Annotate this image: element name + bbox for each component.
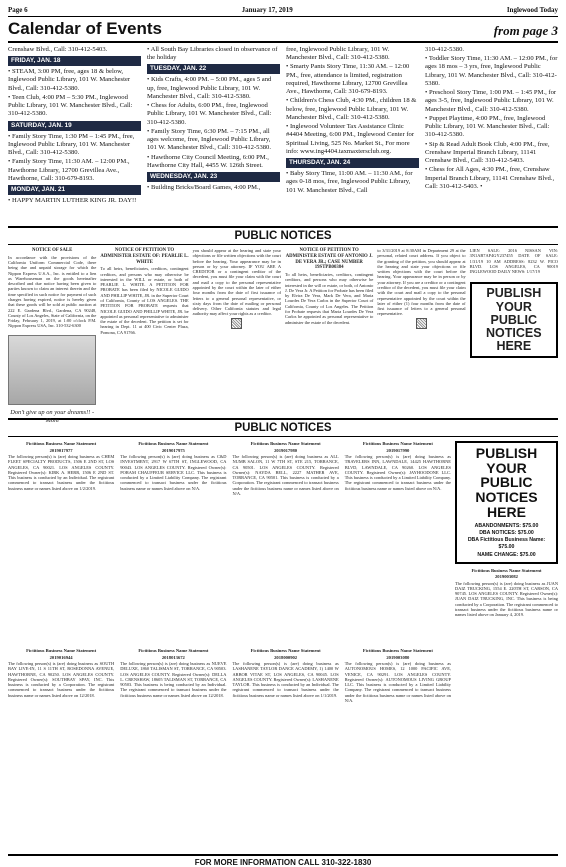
notice-body: The following person(s) is (are) doing business as AUTONOMOUS HOMES, 12 1000 PACIFIC AVE, VENICE, CA 90291. LOS ANGELES COUNTY. Registered Owner(s): AUTONOMOUS LIVING GROUP LLC. This business is conducted by a Limited Liability Company. The registrant commenced to transact business under the fictitious business name or names listed above on N/A. bbox=[344, 661, 451, 703]
event-item: • Chess for Adults, 6:00 PM., free, Inglewood Public Library, 101 W. Manchester Blvd., Call: 310-412-5380. bbox=[147, 102, 272, 126]
page-number: Page 6 bbox=[8, 6, 28, 14]
rates bbox=[460, 523, 553, 558]
event-item: • Teen Club, 4:00 PM – 5:30 PM., Inglewood Public Library, 101 W. Manchester Blvd., Call: 310-412-5380. bbox=[8, 93, 133, 118]
events-section bbox=[8, 46, 558, 224]
fbn-notice bbox=[8, 441, 114, 644]
event-item: • Baby Story Time, 11:00 AM. – 11:30 AM., for ages 0-18 mos, free, Inglewood Public Library, 101 W. Manchester Blvd., Call bbox=[286, 170, 413, 194]
fbn-notice bbox=[120, 648, 226, 851]
notice-sale bbox=[8, 248, 97, 425]
notice-body: The following person(s) is (are) doing business as ALL NUMB SALON, 11 W 7TH ST, STE 215, TORRANCE, CA 90501. LOS ANGELES COUNTY. Registered Owner(s): NAYDA BELL, 2227 MATHER AVE, TORRANCE, CA 90501. This business is conducted by a Corporation. The registrant commenced to transact business under the fictitious business name or names listed above on N/A. bbox=[232, 454, 339, 496]
event-item: • Kids Crafts, 4:00 PM. – 5:00 PM., ages 5 and up, free, Inglewood Public Library, 101 W. Manchester Blvd., Call: 310-412-5380. bbox=[147, 76, 272, 100]
notice-body: The following person(s) is (are) doing business as NUEVE DELUXE, 1860 TALISMAN ST, TORRANCE, CA 90503. LOS ANGELES COUNTY. Registered Owner(s): DELLA L. CRENSHAW, 18605 TALISMAN ST, TORRANCE, CA 90503. This business is being conducted by an Individual. The registrant commenced to transact business under the fictitious business name or names listed above on 12/2018. bbox=[120, 661, 227, 698]
ad-line: YOUR bbox=[495, 299, 532, 314]
fbn-notice bbox=[345, 441, 451, 644]
notice-title: Fictitious Business Name Statement bbox=[138, 441, 209, 446]
notice-title: Fictitious Business Name Statement bbox=[250, 648, 321, 653]
fbn-notice bbox=[232, 648, 338, 851]
section-title: Calendar of Events bbox=[8, 19, 162, 38]
event-item: • Family Story Time, 6:30 PM. – 7:15 PM., all ages welcome, free, Inglewood Public Library, 101 W. Manchester Blvd., Call: 310-412-5380. bbox=[147, 127, 271, 152]
ad-line: PUBLIC bbox=[480, 474, 533, 491]
event-item: • Preschool Story Time, 1:00 PM. – 1:45 PM., for ages 3-5, free, Inglewood Public Library, 101 W. Manchester Blvd., Call: 310-412-5380. bbox=[425, 89, 557, 113]
notice-body: The following person(s) is (are) doing business as TRAVELERS INN, LAWNDALE, 14425 HAWTHORNE BLVD, LAWNDALE, CA 90260. LOS ANGELES COUNTY. Registered Owner(s): JAYHOODONE LLC. This business is conducted by a Limited Liability Company. The registrant commenced to transact business under the fictitious business name or names listed above on N/A. bbox=[344, 454, 451, 491]
notice-body: LIEN SALE: 2016 NISSAN VIN: 3N1AB7AP4GY237455 DATE OF SALE: 1/31/19 10 AM ADDRESS: 8232 W. PICO BLVD. LOS ANGELES, CA 90019 INGLEWOOD DAILY NEWS: 1/17/19 bbox=[469, 248, 558, 275]
notice-petition-devera-cont bbox=[377, 248, 465, 416]
ad-line: HERE bbox=[496, 338, 532, 353]
notice-number: 2019017975 bbox=[161, 447, 185, 453]
publish-ad bbox=[470, 282, 558, 358]
event-item: • Building Bricks/Board Games, 4:00 PM., bbox=[147, 184, 261, 192]
notice-number: 2019016944 bbox=[49, 654, 73, 660]
section-title-row bbox=[8, 17, 558, 43]
notice-body: The following person(s) is (are) doing business as JUAN DAIZ TRUCKING, 1554 E. 220TH ST, CARSON, CA 90745. LOS ANGELES COUNTY. Registered Owner(s): JUAN DAIZ TRUCKING, INC. This business is being conducted by a Corporation. The registrant commenced to transact business under the fictitious business name or names listed above on January 4, 2019. bbox=[454, 580, 558, 618]
notice-petition-white bbox=[100, 248, 188, 416]
notice-body: To all heirs, beneficiaries, creditors, contingent creditors, and persons who may otherwise be interested in the will or estate, or both, of Antonio J. De Vera Jr. A Petition for Probate has been filed by Elvira De Vera, Mark De Vera, and Maria Lourdes De Vera Carlos in the Superior Court of California, County of Los Angeles. The Petition for Probate requests that Maria Lourdes De Vera Carlos be appointed as personal representative to administer the estate of the decedent. bbox=[284, 272, 374, 325]
notice-number: 2019003082 bbox=[495, 574, 518, 580]
notice-body: To all heirs, beneficiaries, creditors, contingent creditors, and persons who may otherwise be interested in the WILL or estate, or both of PEARLIE L. WHITE. A PETITION FOR PROBATE has been filed by NICOLE GUIDO AND PHILLIP WHITE, JR. in the Superior Court of California, County of LOS ANGELES. THE PETITION FOR PROBATE requests that NICOLE GUIDO AND PHILLIP WHITE, JR. be appointed as personal representative to administer the estate of the decedent. The petition is set for hearing in Dept. 11 at 400 Civic Center Plaza, Pomona, CA 91766. bbox=[100, 266, 189, 335]
notice-number: 2018000902 bbox=[274, 654, 298, 660]
notice-title: Fictitious Business Name Statement bbox=[26, 648, 97, 653]
ad-line: PUBLISH bbox=[475, 445, 538, 461]
event-item: • Inglewood Volunteer Tax Assistance Clinic #4404 Meeting, 6:00 PM., Inglewood Center for Spiritual Living, 525 No. Market St., For more info: www.ing4404.taxmaxtersclub.org. bbox=[286, 123, 415, 155]
events-column-2 bbox=[147, 46, 280, 224]
quote-text: Don't give up on your dreams!! - Mom bbox=[10, 408, 95, 425]
notice-title: Fictitious Business Name Statement bbox=[362, 648, 433, 653]
fbn-grid bbox=[8, 441, 451, 851]
event-item: • Hawthorne City Council Meeting, 6:00 PM., Hawthorne City Hall, 4455 W. 126th Street. bbox=[147, 153, 269, 169]
fbn-notice bbox=[232, 441, 338, 644]
notice-body: The following person(s) is (are) doing business as C&D INVESTMENT, 2917 W 67TH ST, INGLEWOOD, CA 90043. LOS ANGELES COUNTY. Registered Owner(s): PORAM CHAUFFEUR SERVICE LLC. This business is conducted by a Limited Liability Company. The registrant commenced to transact business under the fictitious business name or names listed above on N/A. bbox=[120, 454, 227, 491]
notice-title: NOTICE OF SALE bbox=[31, 248, 73, 253]
day-header: MONDAY, JAN. 21 bbox=[8, 185, 141, 195]
rate-line: DBA Fictitious Business Name: $75.00 bbox=[467, 537, 546, 551]
ad-line: PUBLIC bbox=[490, 312, 538, 327]
event-item: • Puppet Playtime, 4:00 PM., free, Inglewood Public Library, 101 W. Manchester Blvd., Call: 310-412-5380. bbox=[425, 114, 550, 139]
event-item: • Family Story Time, 1:30 PM – 1:45 PM., free, Inglewood Public Library, 101 W. Manchester Blvd., Call: 310-412-5380. bbox=[8, 132, 135, 157]
fbn-notice bbox=[8, 648, 114, 851]
seal-icon bbox=[416, 318, 427, 329]
day-header: FRIDAY, JAN. 18 bbox=[8, 56, 141, 66]
notice-body: you should appear at the hearing and state your objections or file written objections with the court before the hearing. Your appearance may be in person or by your attorney. IF YOU ARE A CREDITOR or a contingent creditor of the decedent, you must file your claim with the court and mail a copy to the personal representative appointed by the court within the later of either four months from the date of first issuance of letters to a general personal representative, or sixty days from the date of mailing or personal delivery. Other California statutes and legal authority may affect your rights as a creditor. bbox=[192, 248, 281, 317]
event-item: free, Inglewood Public Library, 101 W. Manchester Blvd., Call: 310-412-5380. bbox=[286, 46, 390, 62]
ad-line: YOUR bbox=[486, 459, 527, 476]
event-item: Crenshaw Blvd., Call: 310-412-5403. bbox=[8, 46, 108, 53]
paper-name: Inglewood Today bbox=[506, 6, 558, 14]
notice-body: The following person(s) is (are) doing business as SOUTH BAY LIVE-IN, 11 S 11TH ST, ROSEDONNA AVENUE, HAWTHORNE, CA 90250. LOS ANGELES COUNTY. Registered Owner(s): SOUTHBAY SPAY, INC. This business is conducted by a Corporation. The registrant commenced to transact business under the fictitious business name or names listed above on 12/2018. bbox=[8, 661, 115, 698]
event-item: • HAPPY MARTIN LUTHER KING JR. DAY!! bbox=[8, 197, 137, 205]
events-column-1 bbox=[8, 46, 141, 224]
day-header: THURSDAY, JAN. 24 bbox=[286, 158, 419, 168]
public-notices-header: PUBLIC NOTICES bbox=[8, 226, 558, 245]
notice-body: to 3/31/2019 at 8:30AM in Department 29 at the personal, related court address. If you object to the granting of the petition, you should appear at the hearing and state your objections or file written objections with the court before the hearing. Your appearance may be in person or by your attorney. If you are a creditor or a contingent creditor of the decedent, you must file your claim with the court and mail a copy to the personal representative appointed by the court within the later of either (1) four months from the date of first issuance of letters to a general personal representative. bbox=[377, 248, 466, 317]
page-header bbox=[8, 6, 558, 17]
day-header: WEDNESDAY, JAN. 23 bbox=[147, 172, 280, 182]
event-item: • STEAM, 3:00 PM, free, ages 18 & below, Inglewood Public Library, 101 W. Manchester Blvd., Call: 310-412-5380. bbox=[8, 68, 131, 92]
public-notices-top bbox=[8, 248, 558, 425]
notice-number: 2018013672 bbox=[161, 654, 185, 660]
events-column-4 bbox=[425, 46, 558, 224]
ad-line: NOTICES bbox=[486, 325, 542, 340]
ad-line: NOTICES bbox=[475, 489, 538, 506]
footer-contact: FOR MORE INFORMATION CALL 310-322-1830 bbox=[8, 854, 558, 867]
fbn-notice bbox=[120, 441, 226, 644]
events-column-3 bbox=[286, 46, 419, 224]
fbn-notice bbox=[345, 648, 451, 851]
notice-title: Fictitious Business Name Statement bbox=[26, 441, 97, 446]
notice-title: Fictitious Business Name Statement bbox=[138, 648, 209, 653]
event-item: • Sip & Read Adult Book Club, 4:00 PM., free, Crenshaw Imperial Branch Library, 11141 Crenshaw Blvd., Call: 310-412-5403. bbox=[425, 140, 550, 165]
notice-number: 2019017980 bbox=[274, 447, 298, 453]
event-item: • Family Story Time, 11:30 AM. – 12:00 PM., Hawthorne Library, 12700 Grevillea Ave., Hawthorne, Call: 310-679-8193. bbox=[8, 158, 130, 182]
notice-number: 2019017990 bbox=[386, 447, 410, 453]
event-item: • All South Bay Libraries closed in observance of the holiday bbox=[147, 46, 278, 62]
notice-petition-devera bbox=[285, 248, 373, 416]
ad-line: PUBLISH bbox=[486, 286, 542, 301]
event-item: • Children's Chess Club, 4:30 PM., children 18 & below, free, Inglewood Public Library, 101 W. Manchester Blvd., Call: 310-412-5380. bbox=[286, 97, 417, 121]
notice-body: The following person(s) is (are) doing business as CHEM FLEET SPECIALTY PRODUCTS, 1506 E 2ND ST, LOS ANGELES, CA 90021. LOS ANGELES COUNTY. Registered Owner(s): KIRK A. HERR, 1506 E 2ND ST. This business is conducted by an Individual. The registrant commenced to transact business under the fictitious business name or names listed above on 1/2/2019. bbox=[8, 454, 115, 491]
day-header: TUESDAY, JAN. 22 bbox=[147, 64, 280, 74]
notice-title: NOTICE OF PETITION TO ADMINISTER ESTATE OF ANTONIO J. DE VERA JR.; CASE NUMBER 19STPB00384 bbox=[285, 248, 373, 271]
notice-title: Fictitious Business Name Statement bbox=[250, 441, 321, 446]
seal-icon bbox=[231, 318, 242, 329]
photo bbox=[8, 335, 96, 405]
notice-petition-white-cont bbox=[193, 248, 281, 416]
rate-line: ABANDONMENTS: $75.00 bbox=[474, 523, 539, 530]
continued-from: from page 3 bbox=[493, 23, 558, 38]
notice-title: Fictitious Business Name Statement bbox=[471, 567, 542, 573]
right-column bbox=[455, 441, 558, 851]
notice-body: In accordance with the provisions of the California Uniform Commercial Code, there being due and unpaid storage for which the Nippon Express U.S.A., Inc. is entitled to a lien as Warehouseman on the goods hereinafter described and due notice having been given to parties known to claim an interest therein and the time specified in such notice for payment of such charges having expired, notice is hereby given that these goods will be sold at public auction at 222 E. Gardena Blvd., Gardena, CA 90248, County of Los Angeles, State of California, on the Friday, February 1, 2019, at 1:00 o'clock P.M. Nippon Express USA, Inc. 310-532-6300 bbox=[8, 254, 97, 329]
publish-ad-2 bbox=[455, 441, 558, 564]
fbn-notice bbox=[455, 568, 558, 618]
event-item: • Chess for All Ages, 4:30 PM., free, Crenshaw Imperial Branch Library, 11141 Crenshaw Blvd., Call: 310-412-5403. • bbox=[425, 166, 555, 190]
event-item: • Toddler Story Time, 11:30 AM. – 12:00 PM., for ages 18 mos – 3 yrs, free, Inglewood Public Library, 101 W. Manchester Blvd., Call: 310-412-5380. bbox=[425, 55, 558, 87]
notice-body: The following person(s) is (are) doing business as LASHANENE TAYLOR DANCE ACADEMY, 1) 1400 W ARBOR VITAE ST, LOS ANGELES, CA 90045. LOS ANGELES COUNTY. Registered Owner(s): LASHANENE TAYLOR. This business is conducted by an Individual. The registrant commenced to transact business under the fictitious business name or names listed above on 1/1/2019. bbox=[232, 661, 339, 698]
notice-title: NOTICE OF PETITION TO ADMINISTER ESTATE OF: PEARLIE L. WHITE bbox=[100, 248, 189, 265]
ad-line: HERE bbox=[487, 503, 526, 520]
notice-number: 2019003080 bbox=[386, 654, 410, 660]
day-header: SATURDAY, JAN. 19 bbox=[8, 121, 141, 131]
notice-number: 2019017977 bbox=[49, 447, 73, 453]
notice-title: Fictitious Business Name Statement bbox=[362, 441, 433, 446]
notice-lien-sale bbox=[470, 248, 558, 416]
issue-date: January 17, 2019 bbox=[241, 6, 293, 14]
event-item: 310-412-5380. bbox=[425, 46, 465, 53]
fbn-section bbox=[8, 441, 558, 851]
rate-line: NAME CHANGE: $75.00 bbox=[477, 551, 536, 558]
rate-line: DBA NOTICES: $75.00 bbox=[479, 530, 534, 537]
public-notices-header-2: PUBLIC NOTICES bbox=[8, 418, 558, 437]
event-item: • Smarty Pants Story Time, 11:30 AM. – 12:00 PM., free, attendance is limited, registration required, Hawthorne Library, 12700 Grevillea Ave., Hawthorne, Call: 310-679-8193. bbox=[286, 63, 410, 96]
